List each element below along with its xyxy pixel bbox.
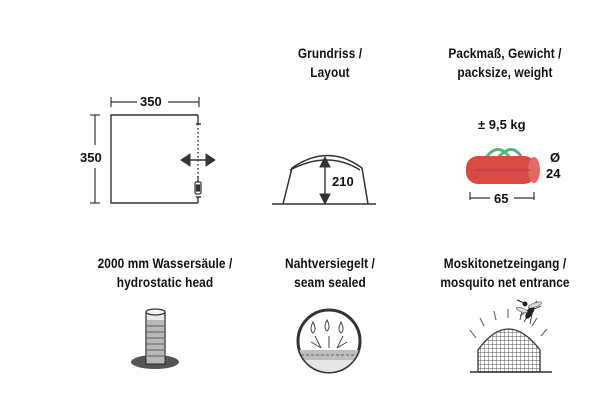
floorplan-width-label: 350 [140, 94, 162, 109]
pack-diameter-symbol: Ø [550, 150, 561, 165]
packsize-caption-line2: packsize, weight [457, 65, 553, 80]
hydrostatic-caption-line2: hydrostatic head [116, 275, 214, 290]
pack-length-label: 65 [494, 191, 509, 206]
pack-diameter-label: 24 [546, 166, 561, 181]
hydrostatic-caption-line1: 2000 mm Wassersäule / [97, 256, 233, 271]
layout-caption-line1: Grundriss / [297, 46, 363, 61]
layout-caption-line2: Layout [310, 65, 350, 80]
mosquito-caption-line2: mosquito net entrance [440, 275, 570, 290]
layout-height-label: 210 [332, 174, 354, 189]
floorplan-height-label: 350 [80, 150, 102, 165]
packsize-caption-line1: Packmaß, Gewicht / [448, 46, 562, 61]
seams-caption-line2: seam sealed [294, 275, 366, 290]
pack-weight-label: ± 9,5 kg [478, 117, 526, 132]
seams-caption-line1: Nahtversiegelt / [285, 256, 375, 271]
mosquito-caption-line1: Moskitonetzeingang / [443, 256, 567, 271]
